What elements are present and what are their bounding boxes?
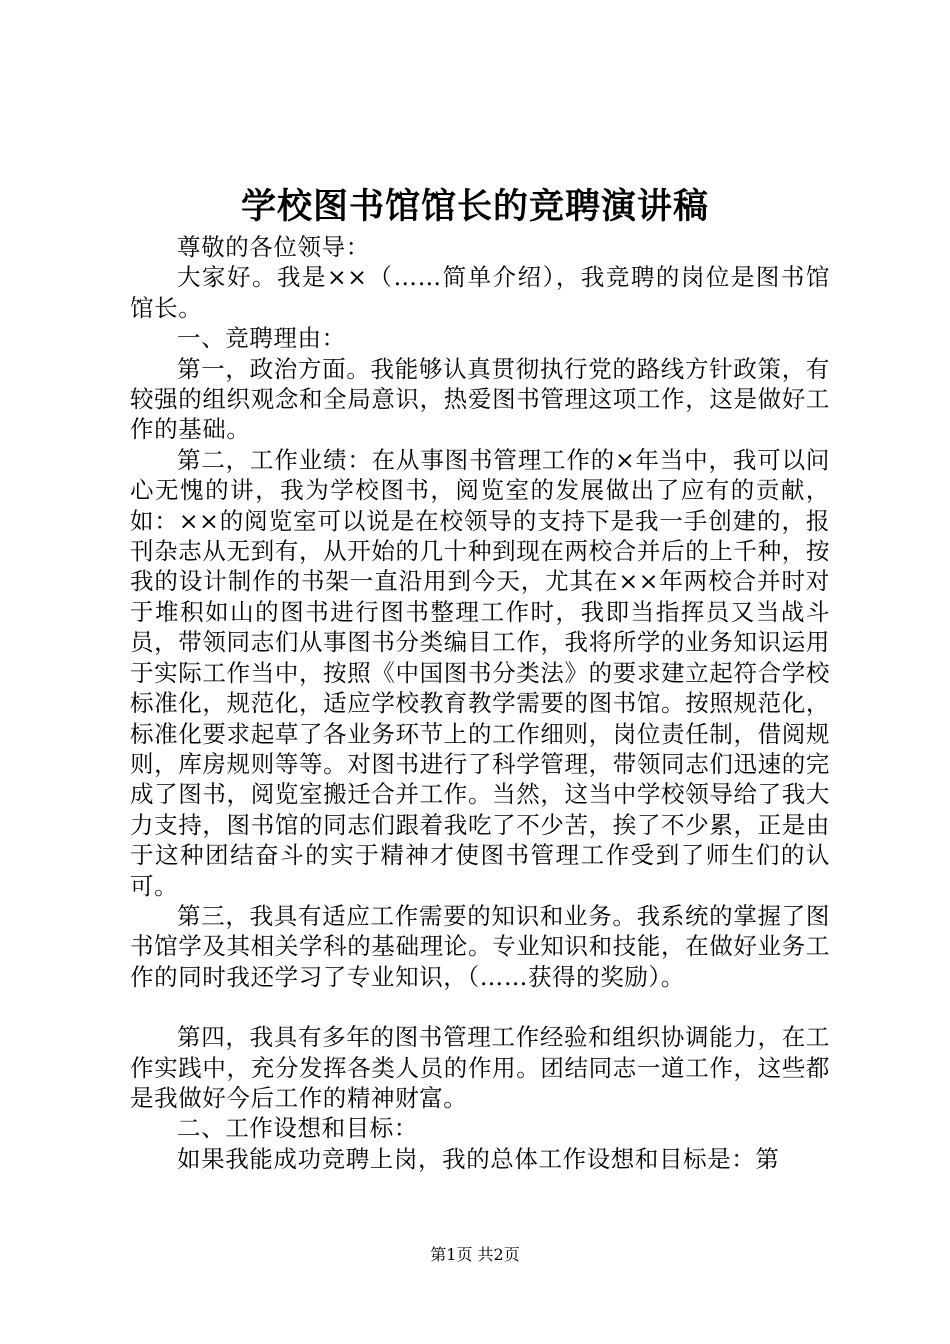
reason-achievements-paragraph: 第二，工作业绩：在从事图书管理工作的×年当中，我可以问心无愧的讲，我为学校图书，阅览室的发展做出了应有的贡献，如：××的阅览室可以说是在校领导的支持下是我一手创建的，报刊杂志从无到有，从开始的几十种到现在两校合并后的上千种，按我的设计制作的书架一直沿用到今天，尤其在××年两校合并时对于堆积如山的图书进行图书整理工作时，我即当指挥员又当战斗员，带领同志们从事图书分类编目工作，我将所学的业务知识运用于实际工作当中，按照《中国图书分类法》的要求建立起符合学校标准化，规范化，适应学校教育教学需要的图书馆。按照规范化，标准化要求起草了各业务环节上的工作细则，岗位责任制，借阅规则，库房规则等等。对图书进行了科学管理，带领同志们迅速的完成了图书，阅览室搬迁合并工作。当然，这当中学校领导给了我大力支持，图书馆的同志们跟着我吃了不少苦，挨了不少累，正是由于这种团结奋斗的实于精神才使图书管理工作受到了师生们的认可。 — [130, 445, 830, 900]
reason-experience-paragraph: 第四，我具有多年的图书管理工作经验和组织协调能力，在工作实践中，充分发挥各类人员的作用。团结同志一道工作，这些都是我做好今后工作的精神财富。 — [130, 1023, 830, 1112]
page-footer: 第1页 共2页 — [430, 1245, 520, 1264]
paragraph-spacer — [130, 992, 830, 1022]
section-heading-plans: 二、工作设想和目标： — [177, 1114, 418, 1143]
plans-paragraph: 如果我能成功竞聘上岗，我的总体工作设想和目标是：第 — [177, 1144, 780, 1173]
salutation-paragraph: 尊敬的各位领导： — [177, 233, 370, 261]
document-body — [130, 232, 830, 1174]
section-heading-reasons: 一、竞聘理由： — [177, 324, 346, 353]
document-title: 学校图书馆馆长的竞聘演讲稿 — [240, 186, 709, 227]
greeting-paragraph: 大家好。我是××（……简单介绍），我竞聘的岗位是图书馆馆长。 — [130, 263, 830, 322]
reason-politics-paragraph: 第一，政治方面。我能够认真贯彻执行党的路线方针政策，有较强的组织观念和全局意识，热爱图书管理这项工作，这是做好工作的基础。 — [130, 354, 830, 444]
reason-knowledge-paragraph: 第三，我具有适应工作需要的知识和业务。我系统的掌握了图书馆学及其相关学科的基础理论。专业知识和技能，在做好业务工作的同时我还学习了专业知识，（……获得的奖励）。 — [130, 901, 830, 991]
